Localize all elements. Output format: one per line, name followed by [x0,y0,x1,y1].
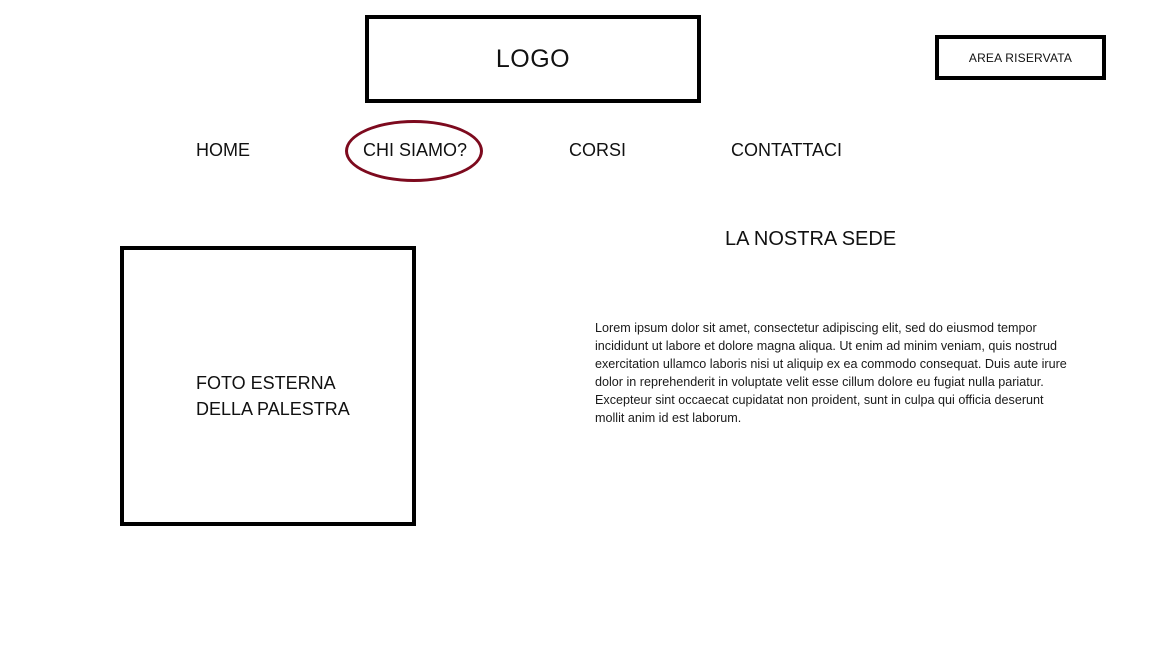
reserved-area-button[interactable]: AREA RISERVATA [935,35,1106,80]
nav-item-home[interactable]: HOME [196,140,250,160]
section-title: LA NOSTRA SEDE [725,228,897,250]
logo-placeholder[interactable] [365,15,701,103]
nav-item-corsi[interactable]: CORSI [569,140,627,160]
nav-item-chi-siamo[interactable]: CHI SIAMO? [363,140,468,160]
nav-item-contattaci[interactable]: CONTATTACI [731,140,842,160]
photo-caption-line-2: DELLA PALESTRA [196,399,350,419]
section-body-text: Lorem ipsum dolor sit amet, consectetur adipiscing elit, sed do eiusmod tempor incididunt ut labore et dolore magna aliqua. Ut enim ad minim veniam, quis nostrud exercitation ullamco laboris nisi ut aliquip ex ea commodo consequat. Duis aute irure dolor in reprehenderit in voluptate velit esse cillum dolore eu fugiat nulla pariatur. Excepteur sint occaecat cupidatat non proident, sunt in culpa qui officia deserunt mollit anim id est laborum. [595,321,1067,425]
photo-caption [196,370,396,422]
photo-caption-line-1: FOTO ESTERNA [196,373,336,393]
logo-text: LOGO [495,44,571,73]
